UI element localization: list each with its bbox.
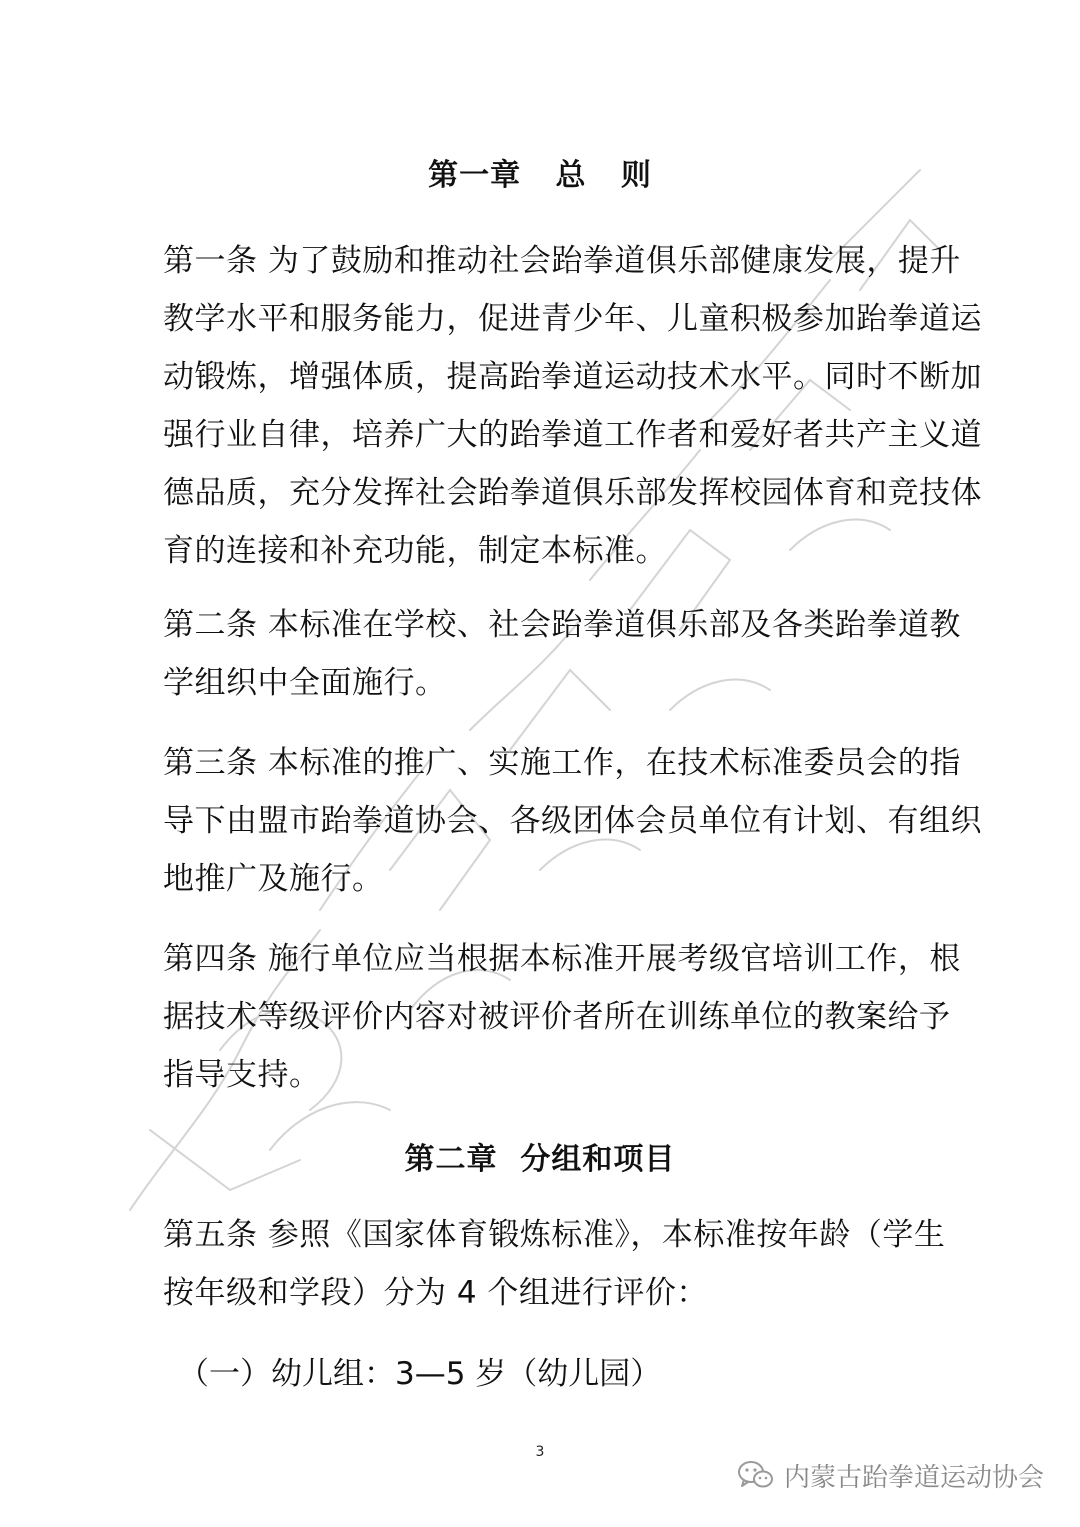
chapter-one-title: 第一章 总 则: [428, 158, 652, 193]
article-three-line: 第三条 本标准的推广、实施工作，在技术标准委员会的指: [163, 745, 961, 781]
article-four-line: 第四条 施行单位应当根据本标准开展考级官培训工作，根: [163, 941, 961, 977]
article-three-line: 导下由盟市跆拳道协会、各级团体会员单位有计划、有组织: [163, 803, 982, 839]
article-four-line: 指导支持。: [163, 1057, 321, 1093]
article-three: [163, 734, 982, 908]
article-five-line: 第五条 参照《国家体育锻炼标准》，本标准按年龄（学生: [163, 1217, 946, 1253]
article-one: [163, 232, 982, 580]
account-brand: [736, 1455, 1044, 1495]
wechat-icon: [736, 1459, 776, 1491]
article-five-line: 按年级和学段）分为 4 个组进行评价：: [163, 1275, 708, 1311]
article-one-line: 第一条 为了鼓励和推动社会跆拳道俱乐部健康发展，提升: [163, 243, 961, 279]
article-three-line: 地推广及施行。: [163, 861, 384, 897]
group-item-toddler: （一）幼儿组：3—5 岁（幼儿园）: [178, 1356, 662, 1392]
article-two: [163, 596, 961, 712]
article-four: [163, 930, 961, 1104]
article-one-line: 动锻炼，增强体质，提高跆拳道运动技术水平。同时不断加: [163, 359, 982, 395]
page-number: 3: [535, 1444, 545, 1460]
article-one-line: 育的连接和补充功能，制定本标准。: [163, 533, 667, 569]
article-two-line: 学组织中全面施行。: [163, 665, 447, 701]
account-brand-name: 内蒙古跆拳道运动协会: [783, 1462, 1044, 1493]
article-one-line: 强行业自律，培养广大的跆拳道工作者和爱好者共产主义道: [163, 417, 982, 453]
chapter-two-title: 第二章 分组和项目: [404, 1142, 676, 1177]
article-two-line: 第二条 本标准在学校、社会跆拳道俱乐部及各类跆拳道教: [163, 607, 961, 643]
article-five: [163, 1206, 946, 1322]
article-one-line: 德品质，充分发挥社会跆拳道俱乐部发挥校园体育和竞技体: [163, 475, 982, 511]
article-four-line: 据技术等级评价内容对被评价者所在训练单位的教案给予: [163, 999, 951, 1035]
article-one-line: 教学水平和服务能力，促进青少年、儿童积极参加跆拳道运: [163, 301, 982, 337]
